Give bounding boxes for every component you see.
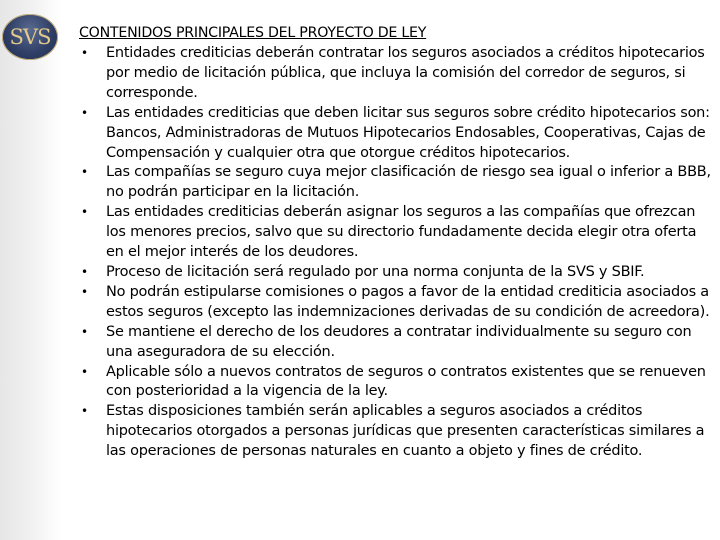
page-title: CONTENIDOS PRINCIPALES DEL PROYECTO DE LEY bbox=[79, 25, 427, 41]
svs-logo-text: SVS bbox=[9, 25, 51, 49]
list-item-text: Proceso de licitación será regulado por una norma conjunta de la SVS y SBIF. bbox=[106, 263, 645, 280]
list-item bbox=[79, 402, 715, 462]
list-item-text: Las compañías se seguro cuya mejor clasificación de riesgo sea igual o inferior a BBB, no podrán participar en la licitación. bbox=[106, 164, 711, 201]
list-item bbox=[79, 203, 715, 263]
list-item bbox=[79, 283, 715, 323]
list-item bbox=[79, 323, 715, 363]
list-item bbox=[79, 263, 715, 283]
list-item-text: Las entidades crediticias que deben licitar sus seguros sobre crédito hipotecarios son: Bancos, Administradoras de Mutuos Hipotecarios Endosables, Cooperativas, Cajas de Compensación y cualquier otra que otorgue créditos hipotecarios. bbox=[106, 104, 710, 161]
list-item-text: Estas disposiciones también serán aplicables a seguros asociados a créditos hipotecarios otorgados a personas jurídicas que presenten características similares a las operaciones de personas naturales en cuanto a objeto y fines de crédito. bbox=[106, 403, 705, 460]
bullet-icon: • bbox=[81, 324, 88, 339]
main-content bbox=[79, 24, 715, 462]
bullet-icon: • bbox=[81, 46, 88, 60]
list-item bbox=[79, 104, 715, 164]
bullet-icon: • bbox=[81, 105, 88, 120]
bullet-icon: • bbox=[81, 205, 88, 220]
list-item-text: Se mantiene el derecho de los deudores a contratar individualmente su seguro con una aseguradora de su elección. bbox=[106, 323, 692, 360]
left-sidebar-band bbox=[0, 0, 62, 540]
bullet-icon: • bbox=[81, 165, 88, 180]
bullet-icon: • bbox=[81, 264, 88, 279]
svs-logo bbox=[2, 14, 58, 60]
bullet-list bbox=[79, 44, 715, 462]
bullet-icon: • bbox=[81, 404, 88, 419]
list-item-text: Entidades crediticias deberán contratar los seguros asociados a créditos hipotecarios por medio de licitación pública, que incluya la comisión del corredor de seguros, si corresponde. bbox=[106, 45, 705, 101]
list-item-text: Las entidades crediticias deberán asignar los seguros a las compañías que ofrezcan los menores precios, salvo que su directorio fundadamente decida elegir otra oferta en el mejor interés de los deudores. bbox=[106, 204, 697, 261]
bullet-icon: • bbox=[81, 284, 88, 299]
list-item bbox=[79, 163, 715, 203]
list-item bbox=[79, 44, 715, 104]
list-item bbox=[79, 363, 715, 403]
list-item-text: No podrán estipularse comisiones o pagos a favor de la entidad crediticia asociados a estos seguros (excepto las indemnizaciones derivadas de su condición de acreedora). bbox=[106, 283, 710, 320]
bullet-icon: • bbox=[81, 364, 88, 379]
list-item-text: Aplicable sólo a nuevos contratos de seguros o contratos existentes que se renueven con posterioridad a la vigencia de la ley. bbox=[106, 363, 706, 400]
